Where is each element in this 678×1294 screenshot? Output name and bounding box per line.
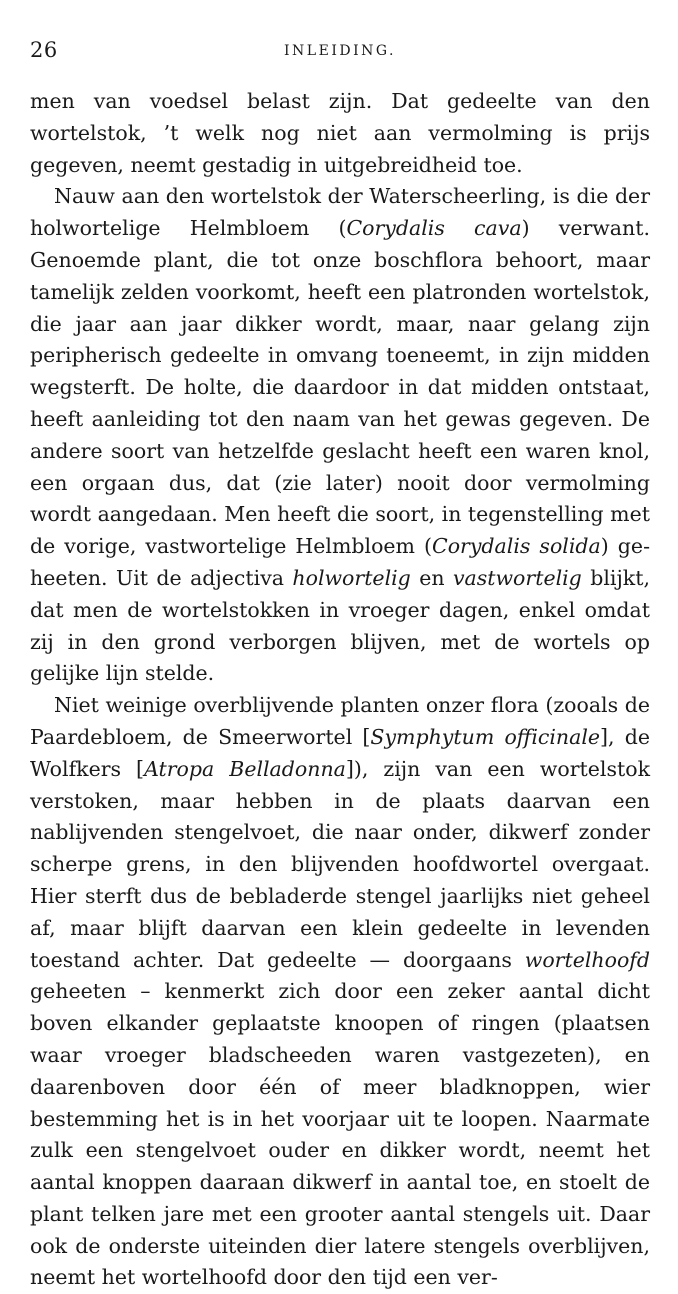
paragraph-3 xyxy=(30,690,650,1294)
italic-text-run: Symphytum officinale xyxy=(370,724,601,749)
text-run: ], de Wolfkers [ xyxy=(30,724,650,781)
text-run: ) geheeten. Uit de adjectiva xyxy=(30,534,650,590)
text-run: Niet weinige overblijvende planten onzer flora (zooals de Paardebloem, de Smeerwortel [ xyxy=(30,693,650,749)
paragraph-1 xyxy=(30,86,650,181)
text-run: ]), zijn van een wortelstok verstoken, maar hebben in de plaats daarvan een nablijvenden stengelvoet, die naar onder, dikwerf zonder scherpe grens, in den blijvenden hoofdwortel overgaat. Hier sterft dus de bebladerde stengel jaarlijks niet geheel af, maar blijft daarvan een klein gedeelte in levenden toestand achter. Dat gedeelte — doorgaans xyxy=(30,756,650,972)
italic-text-run: holwortelig xyxy=(292,565,411,590)
italic-text-run: Corydalis solida xyxy=(432,534,601,559)
body-text xyxy=(30,86,650,1294)
paragraph-2 xyxy=(30,181,650,690)
page-number: 26 xyxy=(30,38,58,62)
text-run: geheeten – kenmerkt zich door een zeker aantal dicht boven elkander geplaatste knoopen of ringen (plaatsen waar vroeger bladscheeden waren vastgezeten), en daarenboven door één of meer bladknoppen, wier bestemming het is in het voorjaar uit te loopen. Naarmate zulk een stengelvoet ouder en dikker wordt, neemt het aantal knoppen daaraan dikwerf in aantal toe, en stoelt de plant telken jare met een grooter aantal stengels uit. Daar ook de onderste uiteinden dier latere stengels overblijven, neemt het wortelhoofd door den tijd een ver- xyxy=(30,979,650,1290)
page-header xyxy=(30,38,650,68)
italic-text-run: wortelhoofd xyxy=(524,947,650,972)
running-title: INLEIDING. xyxy=(284,43,396,59)
italic-text-run: Corydalis cava xyxy=(346,216,522,241)
text-run: men van voedsel belast zijn. Dat gedeelte van den wortelstok, ’t welk nog niet aan vermolming is prijs gegeven, neemt gestadig in uitgebreidheid toe. xyxy=(30,89,650,177)
italic-text-run: vastwortelig xyxy=(452,565,582,590)
book-page xyxy=(30,38,650,1294)
text-run: en xyxy=(410,565,453,590)
text-run: Nauw aan den wortelstok der Waterscheerling, is die der holwortelige Helmbloem ( xyxy=(30,184,650,241)
text-run: blijkt, dat men de wortelstokken in vroeger dagen, enkel omdat zij in den grond verborgen blijven, met de wortels op gelijke lijn stelde. xyxy=(30,565,650,686)
text-run: ) verwant. Genoemde plant, die tot onze boschflora behoort, maar tamelijk zelden voorkomt, heeft een platronden wortelstok, die jaar aan jaar dikker wordt, maar, naar gelang zijn peripherisch gedeelte in omvang toeneemt, in zijn midden wegsterft. De holte, die daardoor in dat midden ontstaat, heeft aanleiding tot den naam van het gewas gegeven. De andere soort van hetzelfde geslacht heeft een waren knol, een orgaan dus, dat (zie later) nooit door vermolming wordt aangedaan. Men heeft die soort, in tegenstelling met de vorige, vastwortelige Helmbloem ( xyxy=(30,216,650,559)
italic-text-run: Atropa Belladonna xyxy=(144,756,346,781)
